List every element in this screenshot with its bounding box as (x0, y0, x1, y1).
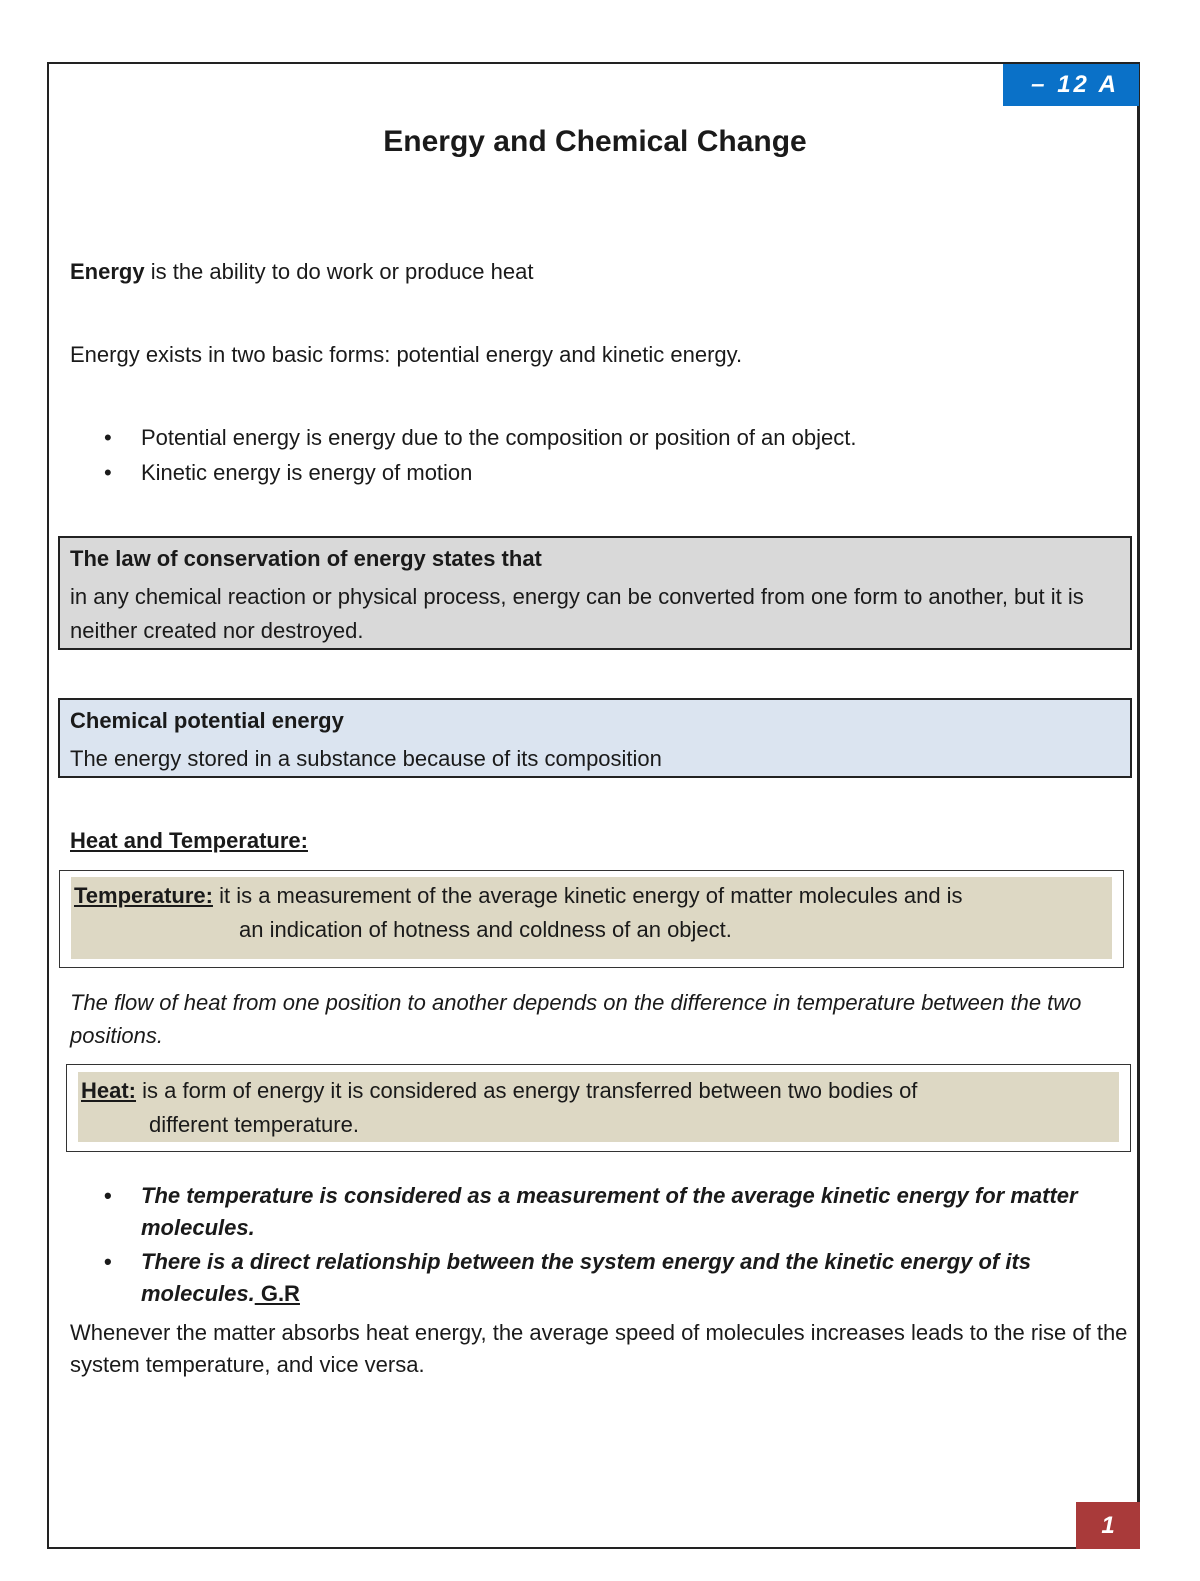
energy-term: Energy (70, 259, 145, 284)
list-item-direct-relationship (104, 1246, 1134, 1310)
list-item-potential: • Potential energy is energy due to the composition or position of an object. (104, 420, 856, 455)
list-item-kinetic: • Kinetic energy is energy of motion (104, 455, 856, 490)
conservation-law-body: in any chemical reaction or physical process, energy can be converted from one form to another, but it is neither created nor destroyed. (70, 584, 1084, 643)
temperature-term: Temperature: (74, 883, 213, 908)
key-point-text: The temperature is considered as a measurement of the average kinetic energy for matter molecules. (141, 1183, 1078, 1240)
heat-line-1 (81, 1074, 1119, 1108)
section-heading-heat-temperature: Heat and Temperature: (70, 828, 308, 853)
chemical-potential-body: The energy stored in a substance because of its composition (70, 746, 662, 771)
temperature-line-2: an indication of hotness and coldness of an object. (239, 917, 732, 942)
heat-term: Heat: (81, 1078, 137, 1103)
conservation-law-title: The law of conservation of energy states that (70, 546, 542, 571)
closing-paragraph: Whenever the matter absorbs heat energy, the average speed of molecules increases leads to the rise of the system temperature, and vice versa. (70, 1320, 1128, 1377)
grade-tag: – 12 A (1003, 64, 1139, 106)
key-points-list (104, 1180, 1134, 1312)
chemical-potential-box (58, 698, 1132, 778)
chemical-potential-title: Chemical potential energy (70, 708, 344, 733)
energy-forms-list (104, 420, 856, 490)
key-point-text: There is a direct relationship between the system energy and the kinetic energy of its molecules. (141, 1249, 1032, 1306)
temperature-text: it is a measurement of the average kinetic energy of matter molecules and is (212, 883, 963, 908)
temperature-line-1 (74, 879, 1112, 913)
gr-tag: G.R (254, 1281, 300, 1306)
page-number: 1 (1076, 1502, 1140, 1549)
heat-definition (78, 1072, 1119, 1142)
heat-line-2: different temperature. (149, 1112, 359, 1137)
conservation-law-box (58, 536, 1132, 650)
heat-flow-note: The flow of heat from one position to another depends on the difference in temperature between the two positions. (70, 990, 1082, 1048)
energy-definition (70, 255, 533, 288)
temperature-definition (71, 877, 1112, 959)
energy-forms-sentence: Energy exists in two basic forms: potential energy and kinetic energy. (70, 342, 743, 367)
list-item-temperature-point (104, 1180, 1134, 1244)
energy-definition-text: is the ability to do work or produce heat (144, 259, 534, 284)
page-title: Energy and Chemical Change (383, 125, 807, 158)
heat-text: is a form of energy it is considered as energy transferred between two bodies of (136, 1078, 918, 1103)
